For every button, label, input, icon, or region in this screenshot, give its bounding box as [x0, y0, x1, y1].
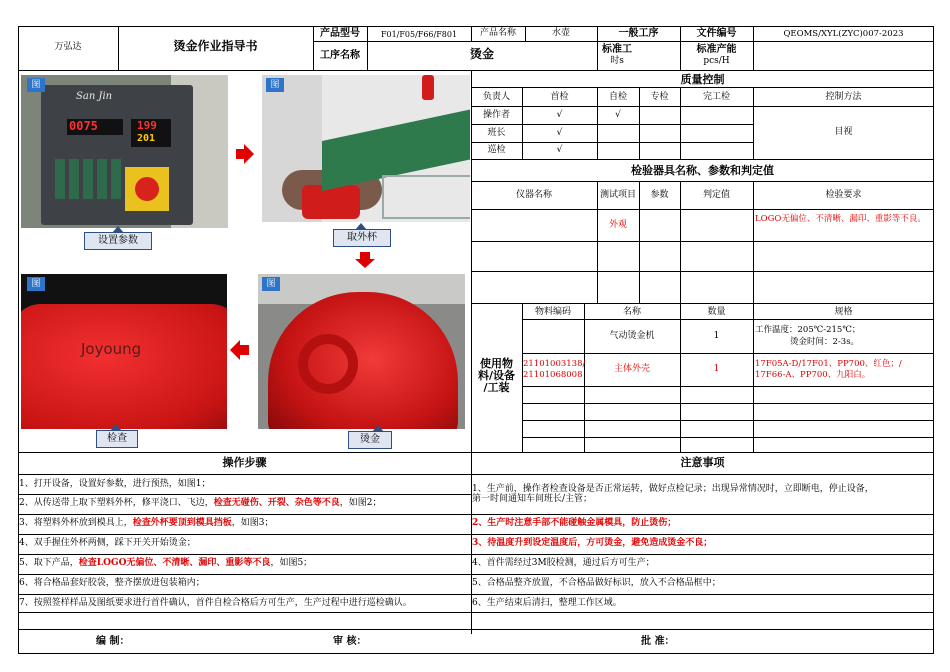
- company-name: 万弘达: [54, 42, 82, 52]
- insp-header: 参数: [650, 190, 669, 200]
- image-tag-4: 图: [262, 277, 280, 291]
- pv-display: 199: [137, 119, 157, 132]
- step-4: 4、双手握住外杯两侧，踩下开关开始烫金；: [19, 538, 196, 548]
- grid-line: [471, 303, 934, 304]
- qc-check: √: [556, 110, 563, 120]
- grid-line: [471, 181, 934, 182]
- grid-line: [471, 124, 753, 125]
- qc-header: 自检: [608, 92, 627, 102]
- grid-line: [471, 241, 934, 242]
- note-3: 3、待温度升到设定温度后，方可烫金，避免造成烫金不良；: [472, 538, 713, 548]
- machine-brand: San Jin: [76, 91, 113, 102]
- arrow-down-icon: [355, 259, 375, 268]
- grid-line: [18, 494, 471, 495]
- note-1b: 第一时间通知车间班长/主管；: [472, 494, 593, 504]
- image-tag-2: 图: [266, 78, 284, 92]
- grid-line: [471, 271, 934, 272]
- callout-inspect: 检查: [96, 430, 138, 448]
- mat-qty: 1: [713, 331, 720, 341]
- mat-spec: 17F05A-D/17F01、PP700、红色；/: [755, 359, 902, 369]
- materials-side-label-2: 料/设备: [477, 369, 516, 382]
- qc-header: 控制方法: [825, 92, 862, 102]
- doc-title: 烫金作业指导书: [173, 39, 258, 53]
- grid-line: [313, 41, 934, 42]
- inspection-title: 检验器具名称、参数和判定值: [631, 164, 774, 177]
- insp-header: 仪器名称: [515, 190, 552, 200]
- grid-line: [680, 303, 681, 452]
- arrow-right-icon: [236, 149, 244, 159]
- sv-display: 201: [137, 133, 156, 144]
- product-logo: Joyoung: [81, 340, 142, 358]
- mat-header: 数量: [707, 307, 726, 317]
- step-6: 6、将合格品套好胶袋，整齐摆放进包装箱内；: [19, 578, 205, 588]
- image-tag-3: 图: [27, 277, 45, 291]
- image-tag-1: 图: [27, 78, 45, 92]
- qc-header: 首检: [550, 92, 569, 102]
- note-5: 5、合格品整齐放置，不合格品做好标识，放入不合格品框中；: [472, 578, 721, 588]
- process-name-label: 工序名称: [320, 50, 360, 61]
- qc-role: 班长: [487, 128, 506, 138]
- grid-line: [18, 629, 934, 630]
- qc-role: 巡检: [487, 145, 506, 155]
- callout-pointer: [372, 425, 384, 432]
- grid-line: [471, 106, 934, 107]
- step-5: 5、取下产品，检查LOGO无偏位、不清晰、漏印、重影等不良，如图5；: [19, 558, 313, 568]
- mat-code: 21101068008: [523, 370, 583, 380]
- mat-name: 主体外壳: [613, 364, 650, 374]
- callout-take-cup: 取外杯: [333, 229, 391, 247]
- qc-method: 目视: [834, 127, 853, 137]
- mat-qty: 1: [713, 364, 720, 374]
- insp-header: 判定值: [702, 190, 730, 200]
- materials-side-label-3: /工装: [483, 381, 510, 394]
- mat-spec: 17F66-A、PP700、九阳白。: [755, 370, 871, 380]
- mat-name: 气动烫金机: [609, 331, 655, 341]
- footer-approve: 批 准：: [641, 636, 675, 647]
- step-1: 1、打开设备，设置好参数，进行预热，如图1；: [19, 479, 211, 489]
- grid-line: [18, 70, 934, 71]
- grid-line: [18, 574, 934, 575]
- process-type: 一般工序: [618, 28, 659, 39]
- mat-code: 21101003138/: [523, 359, 586, 369]
- process-name: 烫金: [469, 47, 494, 61]
- notes-title: 注意事项: [680, 456, 725, 469]
- grid-line: [471, 209, 934, 210]
- std-capacity-unit: pcs/H: [703, 56, 730, 66]
- step-7: 7、按照签样样品及图纸要求进行首件确认，首件自检合格后方可生产，生产过程中进行巡检确认。: [19, 598, 412, 608]
- std-time-label: 标准工: [602, 44, 632, 55]
- step-2: 2、从传送带上取下塑料外杯，修平浇口、飞边，检查无碰伤、开裂、杂色等不良，如图2；: [19, 498, 382, 508]
- footer-compile: 编 制：: [96, 636, 130, 647]
- std-capacity-label: 标准产能: [696, 44, 737, 55]
- grid-line: [18, 554, 934, 555]
- product-model-label: 产品型号: [320, 28, 360, 39]
- grid-line: [18, 474, 934, 475]
- temp-display: 0075: [69, 119, 98, 133]
- qc-check: √: [615, 110, 621, 120]
- mat-header: 规格: [834, 307, 853, 317]
- note-4: 4、首件需经过3M胶检测，通过后方可生产；: [472, 558, 655, 568]
- file-no: QEOMS/XYL(ZYC)007-2023: [783, 29, 904, 39]
- photo-set-parameters: [21, 75, 228, 228]
- grid-line: [18, 452, 934, 453]
- quality-title: 质量控制: [680, 73, 725, 86]
- note-6: 6、生产结束后清扫，整理工作区域。: [472, 598, 622, 608]
- grid-line: [471, 87, 934, 88]
- insp-item: 外观: [608, 220, 627, 230]
- product-name: 水壶: [551, 28, 570, 38]
- qc-header: 专检: [650, 92, 669, 102]
- callout-pointer: [110, 424, 122, 431]
- grid-line: [753, 303, 754, 452]
- product-model: F01/F05/F66/F801: [380, 30, 458, 39]
- footer-review: 审 核：: [333, 636, 367, 647]
- grid-line: [471, 159, 934, 160]
- mat-spec: 烫金时间：2-3s。: [790, 337, 860, 347]
- photo-take-cup: [262, 75, 470, 222]
- arrow-down-icon: [360, 252, 370, 259]
- grid-line: [18, 534, 934, 535]
- qc-check: √: [556, 145, 563, 155]
- note-2: 2、生产时注意手部不能碰触金属模具，防止烫伤；: [472, 518, 677, 528]
- grid-line: [471, 142, 753, 143]
- qc-header: 完工检: [702, 92, 730, 102]
- photo-hot-stamp: [258, 274, 465, 429]
- callout-set-parameters: 设置参数: [84, 232, 152, 250]
- mat-spec: 工作温度：205℃-215℃；: [755, 325, 861, 335]
- grid-line: [18, 514, 934, 515]
- arrow-left-icon: [240, 345, 249, 355]
- grid-line: [18, 612, 934, 613]
- materials-side-label-1: 使用物: [480, 357, 513, 370]
- product-name-label: 产品名称: [479, 28, 516, 38]
- qc-check: √: [556, 128, 563, 138]
- note-1a: 1、生产前，操作者检查设备是否正常运转，做好点检记录；出现异常情况时，立即断电，停止设备，: [472, 484, 874, 494]
- insp-header: 检验要求: [825, 190, 862, 200]
- insp-header: 测试项目: [599, 190, 636, 200]
- insp-requirement: LOGO无偏位、不清晰、漏印、重影等不良。: [755, 214, 926, 224]
- mat-header: 名称: [622, 307, 641, 317]
- qc-role: 操作者: [482, 110, 510, 120]
- std-time-unit: 时s: [610, 56, 624, 66]
- callout-pointer: [112, 226, 124, 233]
- photo-inspect: [21, 274, 227, 429]
- step-3: 3、将塑料外杯放到模具上，检查外杯要顶到模具挡板，如图3；: [19, 518, 274, 528]
- mat-header: 物料编码: [534, 307, 571, 317]
- qc-header: 负责人: [482, 92, 510, 102]
- grid-line: [18, 594, 934, 595]
- operation-title: 操作步骤: [222, 456, 267, 469]
- file-no-label: 文件编号: [696, 28, 737, 39]
- callout-hot-stamp: 烫金: [348, 431, 392, 449]
- grid-line: [584, 303, 585, 452]
- arrow-right-icon: [244, 144, 254, 164]
- callout-pointer: [355, 223, 367, 230]
- arrow-left-icon: [230, 340, 240, 360]
